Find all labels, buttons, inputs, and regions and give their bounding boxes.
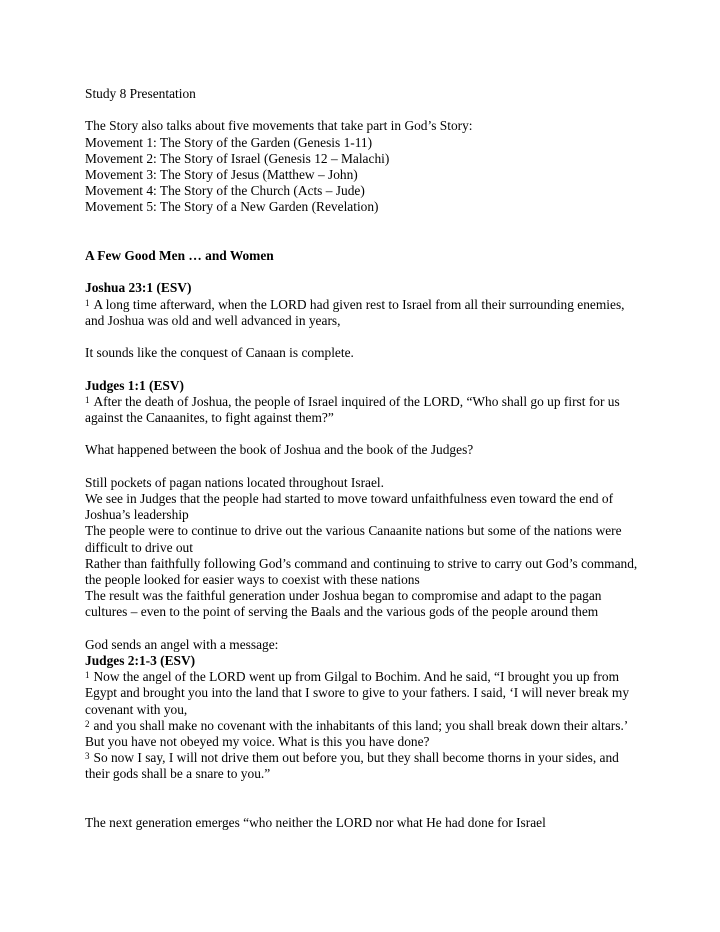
- closing-text: The next generation emerges “who neither the LORD nor what He had done for Israel: [85, 815, 546, 830]
- verse-number: 1: [85, 670, 90, 681]
- scripture-reference: Judges 2:1-3 (ESV): [85, 652, 196, 668]
- scripture-verse: [85, 297, 640, 329]
- scripture-verse: [85, 718, 640, 750]
- verse-text: Now the angel of the LORD went up from Gilgal to Bochim. And he said, “I brought you up from Egypt and brought you into the land that I swore to give to your fathers. I said, ‘I will never break my covenant with you,: [85, 669, 630, 717]
- point-item: The people were to continue to drive out the various Canaanite nations but some of the nations were difficult to drive out: [85, 523, 622, 555]
- scripture-verse: [85, 669, 640, 718]
- movement-item: Movement 3: The Story of Jesus (Matthew – John): [85, 167, 358, 182]
- document-body: [85, 86, 640, 831]
- scripture-reference: Judges 1:1 (ESV): [85, 377, 184, 393]
- scripture-verse: [85, 750, 640, 782]
- point-item: Rather than faithfully following God’s command and continuing to strive to carry out God’s command, the people looked for easier ways to coexist with these nations: [85, 555, 638, 587]
- page-title: Study 8 Presentation: [85, 86, 196, 101]
- movement-item: Movement 2: The Story of Israel (Genesis 12 – Malachi): [85, 150, 390, 166]
- verse-text: and you shall make no covenant with the inhabitants of this land; you shall break down their altars.’ But you have not obeyed my voice. What is this you have done?: [85, 717, 628, 749]
- question-text: What happened between the book of Joshua and the book of the Judges?: [85, 442, 474, 458]
- point-item: We see in Judges that the people had started to move toward unfaithfulness even toward the end of Joshua’s leadership: [85, 490, 614, 523]
- comment-text: It sounds like the conquest of Canaan is complete.: [85, 345, 354, 361]
- movement-item: Movement 1: The Story of the Garden (Genesis 1-11): [85, 134, 373, 150]
- verse-text: After the death of Joshua, the people of Israel inquired of the LORD, “Who shall go up first for us against the Canaanites, to fight against them?”: [85, 393, 620, 425]
- verse-text: So now I say, I will not drive them out before you, but they shall become thorns in your sides, and their gods shall be a snare to you.”: [85, 750, 619, 782]
- point-item: Still pockets of pagan nations located throughout Israel.: [85, 474, 384, 490]
- verse-number: 2: [85, 718, 90, 729]
- verse-number: 3: [85, 751, 90, 762]
- message-lead: God sends an angel with a message:: [85, 636, 279, 652]
- movement-item: Movement 4: The Story of the Church (Acts – Jude): [85, 183, 365, 199]
- point-item: The result was the faithful generation under Joshua began to compromise and adapt to the pagan cultures – even to the point of serving the Baals and the various gods of the people around them: [85, 588, 602, 620]
- intro-lead: The Story also talks about five movements that take part in God’s Story:: [85, 118, 473, 134]
- verse-number: 1: [85, 297, 90, 308]
- verse-text: A long time afterward, when the LORD had given rest to Israel from all their surrounding enemies, and Joshua was old and well advanced in years,: [85, 296, 625, 328]
- verse-number: 1: [85, 394, 90, 405]
- section-heading: A Few Good Men … and Women: [85, 248, 274, 263]
- scripture-verse: [85, 394, 640, 426]
- scripture-reference: Joshua 23:1 (ESV): [85, 280, 192, 296]
- movement-item: Movement 5: The Story of a New Garden (Revelation): [85, 199, 379, 215]
